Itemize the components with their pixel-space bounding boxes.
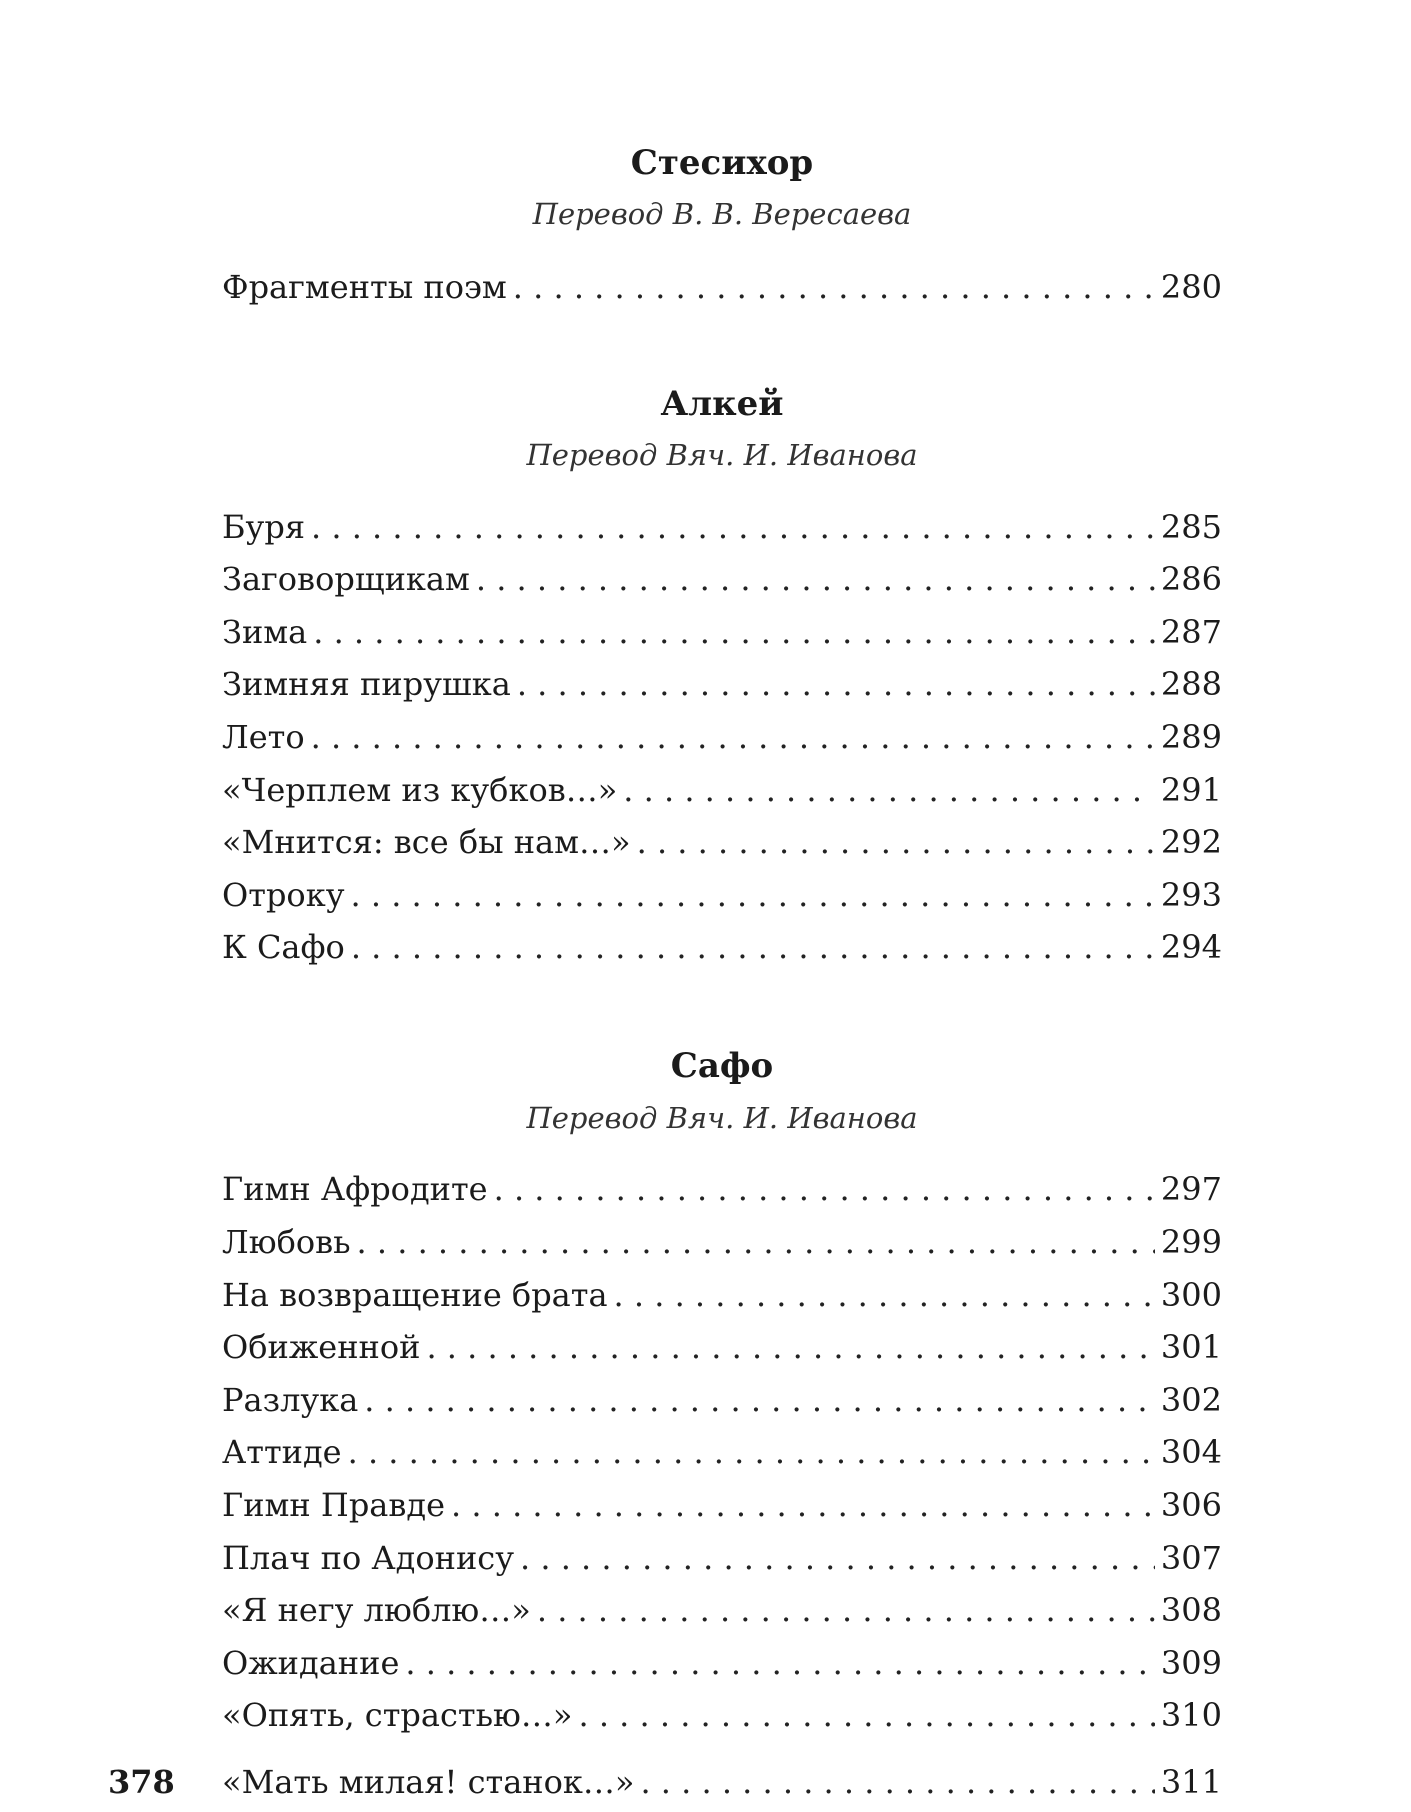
page-number: 378 <box>108 1763 175 1801</box>
entry-page: 292 <box>1160 823 1222 861</box>
entry-title: Гимн Афродите <box>222 1170 488 1208</box>
toc-entry <box>222 1641 1222 1685</box>
entry-page: 300 <box>1160 1276 1222 1314</box>
toc-entry <box>222 557 1222 601</box>
leader-dots <box>513 265 1155 309</box>
leader-dots <box>426 1325 1154 1369</box>
leader-dots <box>537 1588 1155 1632</box>
toc-entry <box>222 1588 1222 1632</box>
entry-title: Отроку <box>222 876 345 914</box>
entry-page: 286 <box>1160 560 1222 598</box>
toc-entry <box>222 610 1222 654</box>
entry-page: 294 <box>1160 928 1222 966</box>
entry-page: 288 <box>1160 665 1222 703</box>
leader-dots <box>351 925 1155 969</box>
entry-page: 285 <box>1160 508 1222 546</box>
leader-dots <box>451 1483 1155 1527</box>
entry-title: Аттиде <box>222 1433 342 1471</box>
leader-dots <box>623 768 1155 812</box>
leader-dots <box>640 1760 1154 1804</box>
toc-entry <box>222 1483 1222 1527</box>
toc-entry <box>222 1220 1222 1264</box>
toc-entry <box>222 1693 1222 1737</box>
leader-dots <box>351 873 1155 917</box>
toc-entry <box>222 662 1222 706</box>
section-author: Стесихор <box>630 143 814 183</box>
entry-title: Фрагменты поэм <box>222 268 507 306</box>
entry-page: 280 <box>1160 268 1222 306</box>
entry-title: Буря <box>222 508 306 546</box>
section-translator: Перевод Вяч. И. Иванова <box>526 1101 918 1135</box>
section-author: Сафо <box>670 1046 774 1086</box>
leader-dots <box>405 1641 1155 1685</box>
toc-entry <box>222 1167 1222 1211</box>
entry-title: «Мнится: все бы нам…» <box>222 823 631 861</box>
toc-entry <box>222 873 1222 917</box>
leader-dots <box>357 1220 1155 1264</box>
entry-title: «Мать милая! станок…» <box>222 1763 635 1801</box>
toc-entry <box>222 925 1222 969</box>
entry-page: 307 <box>1160 1539 1222 1577</box>
entry-title: Заговорщикам <box>222 560 470 598</box>
entry-page: 287 <box>1160 613 1222 651</box>
entry-title: Лето <box>222 718 305 756</box>
entry-page: 293 <box>1160 876 1222 914</box>
toc-entry <box>222 820 1222 864</box>
entry-title: «Опять, страстью…» <box>222 1696 573 1734</box>
toc-entry <box>222 1273 1222 1317</box>
entry-page: 301 <box>1160 1328 1222 1366</box>
leader-dots <box>476 557 1155 601</box>
entry-title: Зима <box>222 613 308 651</box>
entry-page: 310 <box>1160 1696 1222 1734</box>
toc-entry <box>222 1760 1222 1804</box>
entry-title: Зимняя пирушка <box>222 665 511 703</box>
entry-title: Ожидание <box>222 1644 400 1682</box>
entry-title: К Сафо <box>222 928 345 966</box>
entry-title: Разлука <box>222 1381 359 1419</box>
leader-dots <box>313 610 1155 654</box>
leader-dots <box>578 1693 1154 1737</box>
toc-entry <box>222 715 1222 759</box>
entry-title: «Черплем из кубков…» <box>222 771 618 809</box>
leader-dots <box>637 820 1155 864</box>
entry-page: 308 <box>1160 1591 1222 1629</box>
entry-page: 309 <box>1160 1644 1222 1682</box>
entry-page: 302 <box>1160 1381 1222 1419</box>
entry-title: Гимн Правде <box>222 1486 446 1524</box>
leader-dots <box>494 1167 1155 1211</box>
leader-dots <box>614 1273 1155 1317</box>
leader-dots <box>364 1378 1155 1422</box>
entry-page: 306 <box>1160 1486 1222 1524</box>
toc-entry <box>222 1378 1222 1422</box>
entry-page: 297 <box>1160 1170 1222 1208</box>
leader-dots <box>348 1430 1155 1474</box>
leader-dots <box>520 1536 1155 1580</box>
entry-page: 291 <box>1160 771 1222 809</box>
toc-entry <box>222 265 1222 309</box>
entry-title: «Я негу люблю…» <box>222 1591 531 1629</box>
entry-title: На возвращение брата <box>222 1276 608 1314</box>
toc-entry <box>222 768 1222 812</box>
leader-dots <box>311 715 1155 759</box>
entry-page: 311 <box>1160 1763 1222 1801</box>
toc-entry <box>222 1430 1222 1474</box>
section-translator: Перевод В. В. Вересаева <box>532 197 912 231</box>
leader-dots <box>311 505 1155 549</box>
section-translator: Перевод Вяч. И. Иванова <box>526 438 918 472</box>
leader-dots <box>517 662 1155 706</box>
toc-entry <box>222 505 1222 549</box>
section-author: Алкей <box>660 384 784 424</box>
entry-title: Обиженной <box>222 1328 421 1366</box>
entry-title: Плач по Адонису <box>222 1539 515 1577</box>
entry-page: 299 <box>1160 1223 1222 1261</box>
toc-entry <box>222 1325 1222 1369</box>
entry-title: Любовь <box>222 1223 351 1261</box>
entry-page: 304 <box>1160 1433 1222 1471</box>
toc-entry <box>222 1536 1222 1580</box>
entry-page: 289 <box>1160 718 1222 756</box>
